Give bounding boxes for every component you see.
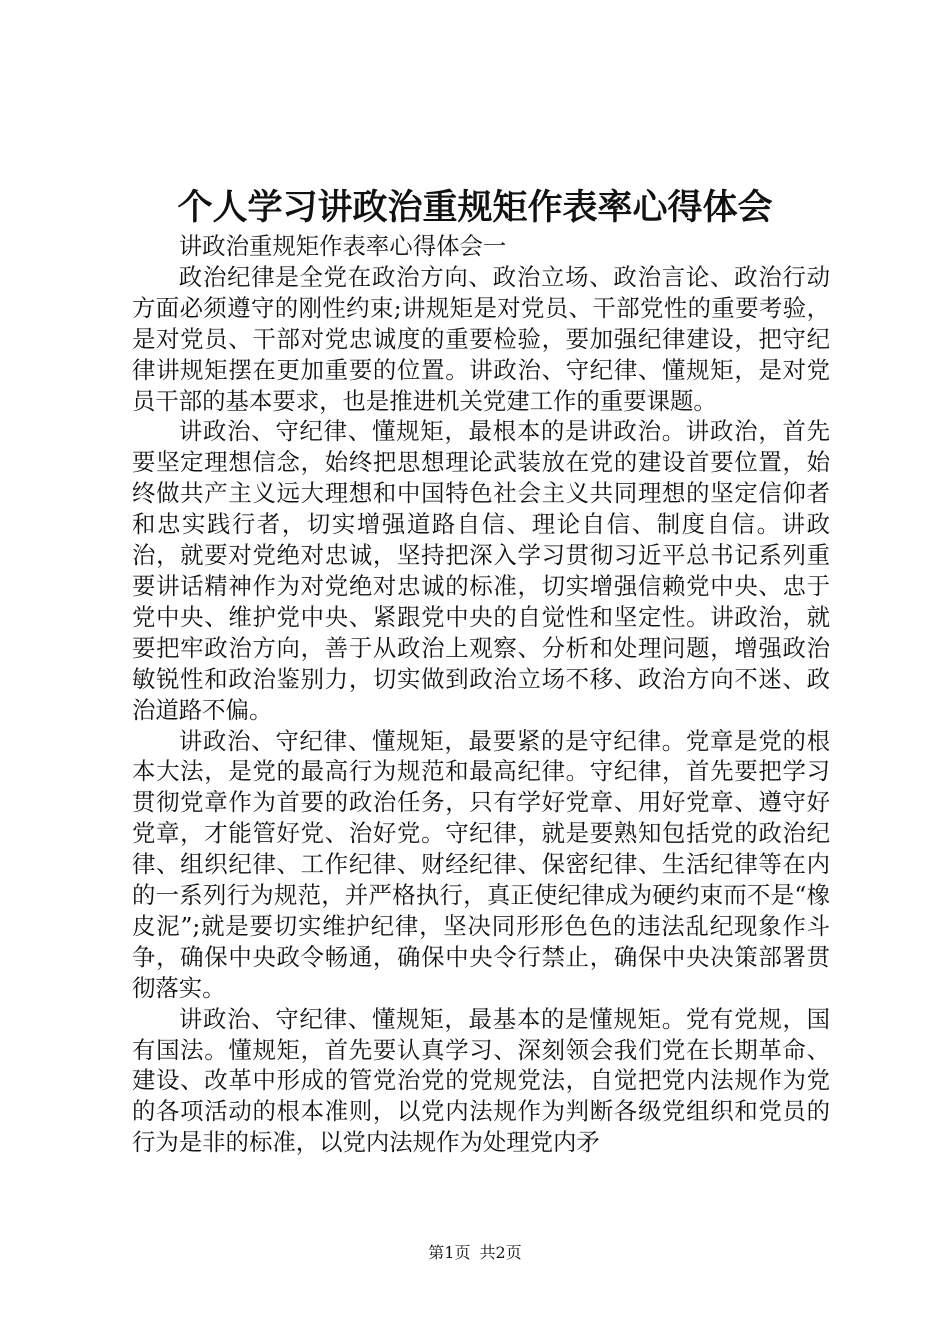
document-body (132, 231, 830, 1158)
paragraph: 政治纪律是全党在政治方向、政治立场、政治言论、政治行动方面必须遵守的刚性约束;讲规矩是对党员、干部党性的重要考验，是对党员、干部对党忠诚度的重要检验，要加强纪律建设，把守纪律讲规矩摆在更加重要的位置。讲政治、守纪律、懂规矩，是对党员干部的基本要求，也是推进机关党建工作的重要课题。 (132, 262, 830, 415)
paragraph-subtitle: 讲政治重规矩作表率心得体会一 (178, 232, 507, 260)
paragraph: 讲政治、守纪律、懂规矩，最基本的是懂规矩。党有党规，国有国法。懂规矩，首先要认真学习、深刻领会我们党在长期革命、建设、改革中形成的管党治党的党规党法，自觉把党内法规作为党的各项活动的根本准则，以党内法规作为判断各级党组织和党员的行为是非的标准，以党内法规作为处理党内矛 (132, 1004, 830, 1157)
page-total: 共2页 (479, 1243, 522, 1262)
page-number: 第1页 (428, 1243, 471, 1262)
page-footer (0, 1242, 950, 1264)
paragraph: 讲政治、守纪律、懂规矩，最根本的是讲政治。讲政治，首先要坚定理想信念，始终把思想理论武装放在党的建设首要位置，始终做共产主义远大理想和中国特色社会主义共同理想的坚定信仰者和忠实践行者，切实增强道路自信、理论自信、制度自信。讲政治，就要对党绝对忠诚，坚持把深入学习贯彻习近平总书记系列重要讲话精神作为对党绝对忠诚的标准，切实增强信赖党中央、忠于党中央、维护党中央、紧跟党中央的自觉性和坚定性。讲政治，就要把牢政治方向，善于从政治上观察、分析和处理问题，增强政治敏锐性和政治鉴别力，切实做到政治立场不移、政治方向不迷、政治道路不偏。 (132, 417, 830, 724)
document-title: 个人学习讲政治重规矩作表率心得体会 (177, 188, 773, 228)
paragraph: 讲政治、守纪律、懂规矩，最要紧的是守纪律。党章是党的根本大法，是党的最高行为规范和最高纪律。守纪律，首先要把学习贯彻党章作为首要的政治任务，只有学好党章、用好党章、遵守好党章，才能管好党、治好党。守纪律，就是要熟知包括党的政治纪律、组织纪律、工作纪律、财经纪律、保密纪律、生活纪律等在内的一系列行为规范，并严格执行，真正使纪律成为硬约束而不是“橡皮泥”;就是要切实维护纪律，坚决同形形色色的违法乱纪现象作斗争，确保中央政令畅通，确保中央令行禁止，确保中央决策部署贯彻落实。 (132, 726, 830, 1002)
